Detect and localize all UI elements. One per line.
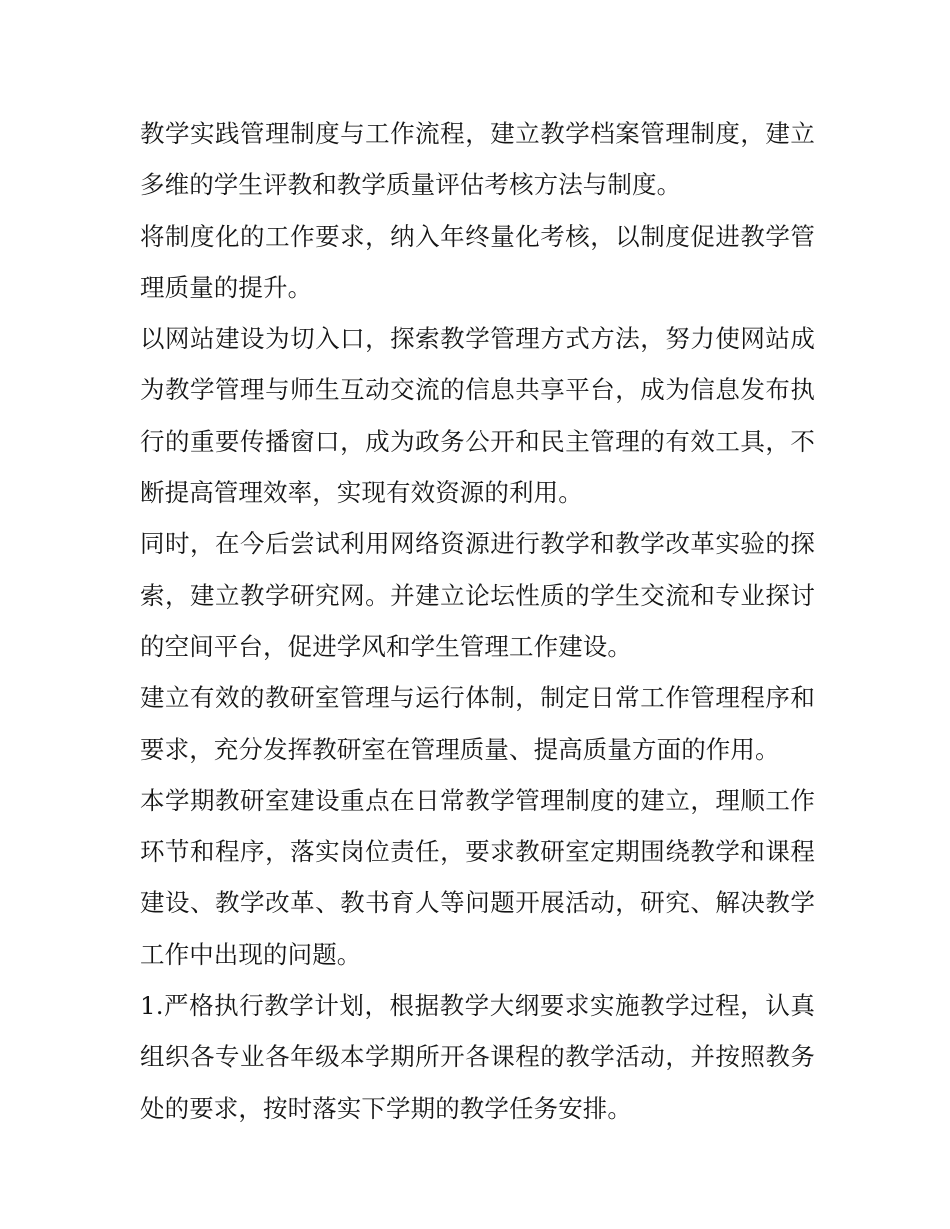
paragraph: 同时，在今后尝试利用网络资源进行教学和教学改革实验的探索，建立教学研究网。并建立论坛性质的学生交流和专业探讨的空间平台，促进学风和学生管理工作建设。	[140, 529, 815, 661]
paragraph: 本学期教研室建设重点在日常教学管理制度的建立，理顺工作环节和程序，落实岗位责任，要求教研室定期围绕教学和课程建设、教学改革、教书育人等问题开展活动，研究、解决教学工作中出现的问题。	[140, 785, 815, 969]
paragraph: 将制度化的工作要求，纳入年终量化考核，以制度促进教学管理质量的提升。	[140, 221, 815, 302]
document-body	[140, 108, 815, 1134]
paragraph: 以网站建设为切入口，探索教学管理方式方法，努力使网站成为教学管理与师生互动交流的信息共享平台，成为信息发布执行的重要传播窗口，成为政务公开和民主管理的有效工具，不断提高管理效率，实现有效资源的利用。	[140, 324, 815, 508]
paragraph: 教学实践管理制度与工作流程，建立教学档案管理制度，建立多维的学生评教和教学质量评估考核方法与制度。	[140, 119, 815, 200]
numbered-paragraph: 1.严格执行教学计划，根据教学大纲要求实施教学过程，认真组织各专业各年级本学期所开各课程的教学活动，并按照教务处的要求，按时落实下学期的教学任务安排。	[140, 991, 815, 1123]
paragraph: 建立有效的教研室管理与运行体制，制定日常工作管理程序和要求，充分发挥教研室在管理质量、提高质量方面的作用。	[140, 683, 815, 764]
